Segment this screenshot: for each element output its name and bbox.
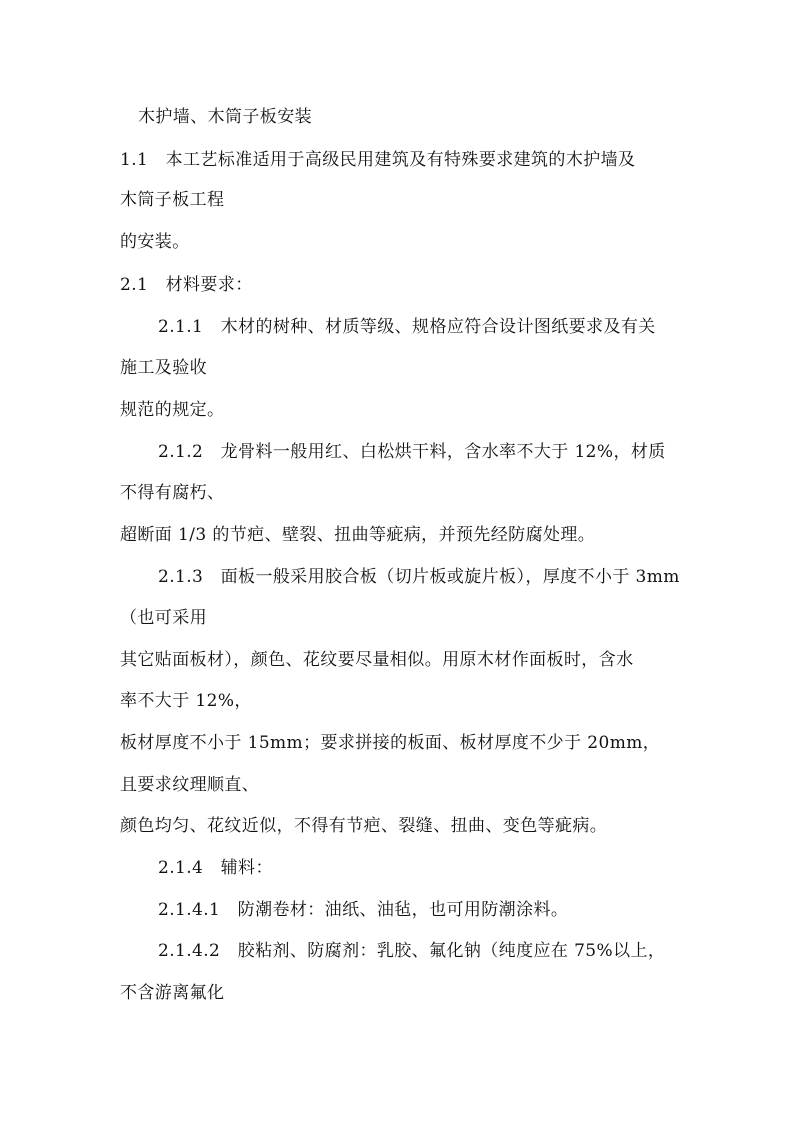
paragraph-line: 其它贴面板材），颜色、花纹要尽量相似。用原木材作面板时，含水 bbox=[120, 650, 634, 670]
paragraph-line: 木筒子板工程 bbox=[120, 190, 225, 210]
paragraph-line: 2.1.2 龙骨料一般用红、白松烘干料，含水率不大于 12%，材质 bbox=[158, 442, 666, 462]
paragraph-line: 超断面 1/3 的节疤、壁裂、扭曲等疵病，并预先经防腐处理。 bbox=[120, 525, 596, 545]
section-heading: 2.1 材料要求： bbox=[120, 275, 253, 295]
paragraph-line: 板材厚度不小于 15mm；要求拼接的板面、板材厚度不少于 20mm， bbox=[120, 733, 661, 753]
paragraph-line: 1.1 本工艺标准适用于高级民用建筑及有特殊要求建筑的木护墙及 bbox=[120, 150, 636, 170]
paragraph-line: 不得有腐朽、 bbox=[120, 483, 225, 503]
paragraph-line: 2.1.4 辅料： bbox=[158, 858, 273, 878]
paragraph-line: 2.1.4.2 胶粘剂、防腐剂：乳胶、氟化钠（纯度应在 75%以上， bbox=[158, 941, 666, 961]
document-title: 木护墙、木筒子板安装 bbox=[138, 107, 312, 127]
paragraph-line: 2.1.4.1 防潮卷材：油纸、油毡，也可用防潮涂料。 bbox=[158, 900, 569, 920]
paragraph-line: 2.1.1 木材的树种、材质等级、规格应符合设计图纸要求及有关 bbox=[158, 317, 656, 337]
paragraph-line: 施工及验收 bbox=[120, 358, 207, 378]
paragraph-line: 且要求纹理顺直、 bbox=[120, 775, 260, 795]
paragraph-line: 颜色均匀、花纹近似，不得有节疤、裂缝、扭曲、变色等疵病。 bbox=[120, 816, 608, 836]
paragraph-line: 规范的规定。 bbox=[120, 400, 225, 420]
paragraph-line: （也可采用 bbox=[120, 608, 207, 628]
paragraph-line: 率不大于 12%， bbox=[120, 691, 252, 711]
paragraph-line: 的安装。 bbox=[120, 232, 190, 252]
paragraph-line: 不含游离氟化 bbox=[120, 983, 225, 1003]
paragraph-line: 2.1.3 面板一般采用胶合板（切片板或旋片板），厚度不小于 3mm bbox=[158, 567, 680, 587]
